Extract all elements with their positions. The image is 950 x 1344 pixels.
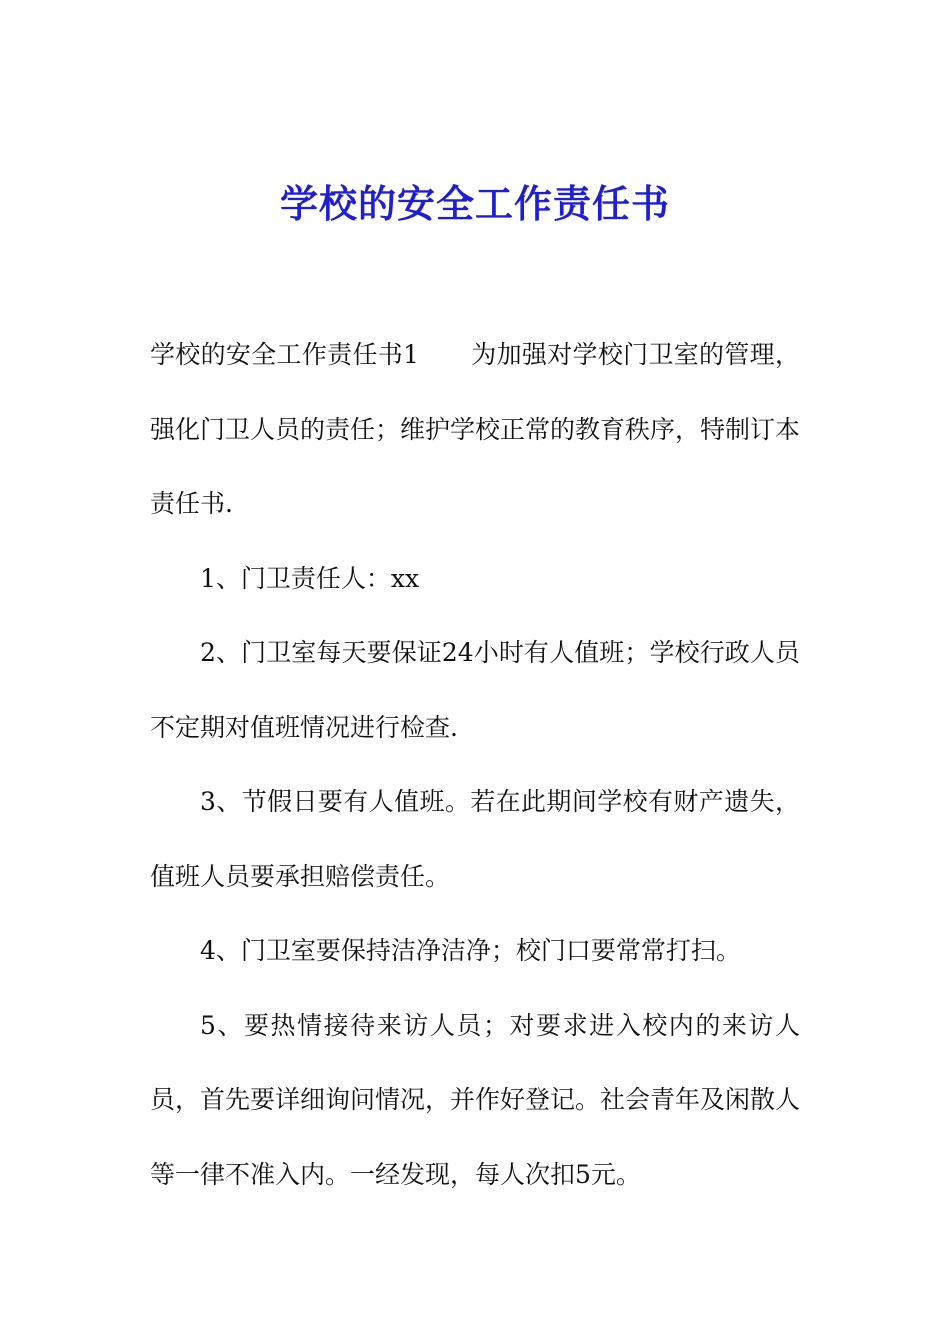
intro-paragraph (150, 318, 800, 542)
document-title: 学校的安全工作责任书 (279, 181, 670, 226)
section-heading: 学校的安全工作责任书1 (150, 340, 419, 369)
clause-1: 1、门卫责任人：xx (200, 563, 420, 593)
document-body (150, 318, 800, 1212)
clause-3: 3、节假日要有人值班。若在此期间学校有财产遗失，值班人员要承担赔偿责任。 (150, 787, 800, 891)
clause-4: 4、门卫室要保持洁净洁净；校门口要常常打扫。 (200, 936, 741, 965)
intro-text: 为加强对学校门卫室的管理，强化门卫人员的责任；维护学校正常的教育秩序，特制订本责任书. (150, 340, 801, 518)
clause-2: 2、门卫室每天要保证24小时有人值班；学校行政人员不定期对值班情况进行检查. (150, 638, 800, 742)
clause-5: 5、要热情接待来访人员；对要求进入校内的来访人员，首先要详细询问情况，并作好登记。社会青年及闲散人等一律不准入内。一经发现，每人次扣5元。 (150, 1010, 801, 1189)
